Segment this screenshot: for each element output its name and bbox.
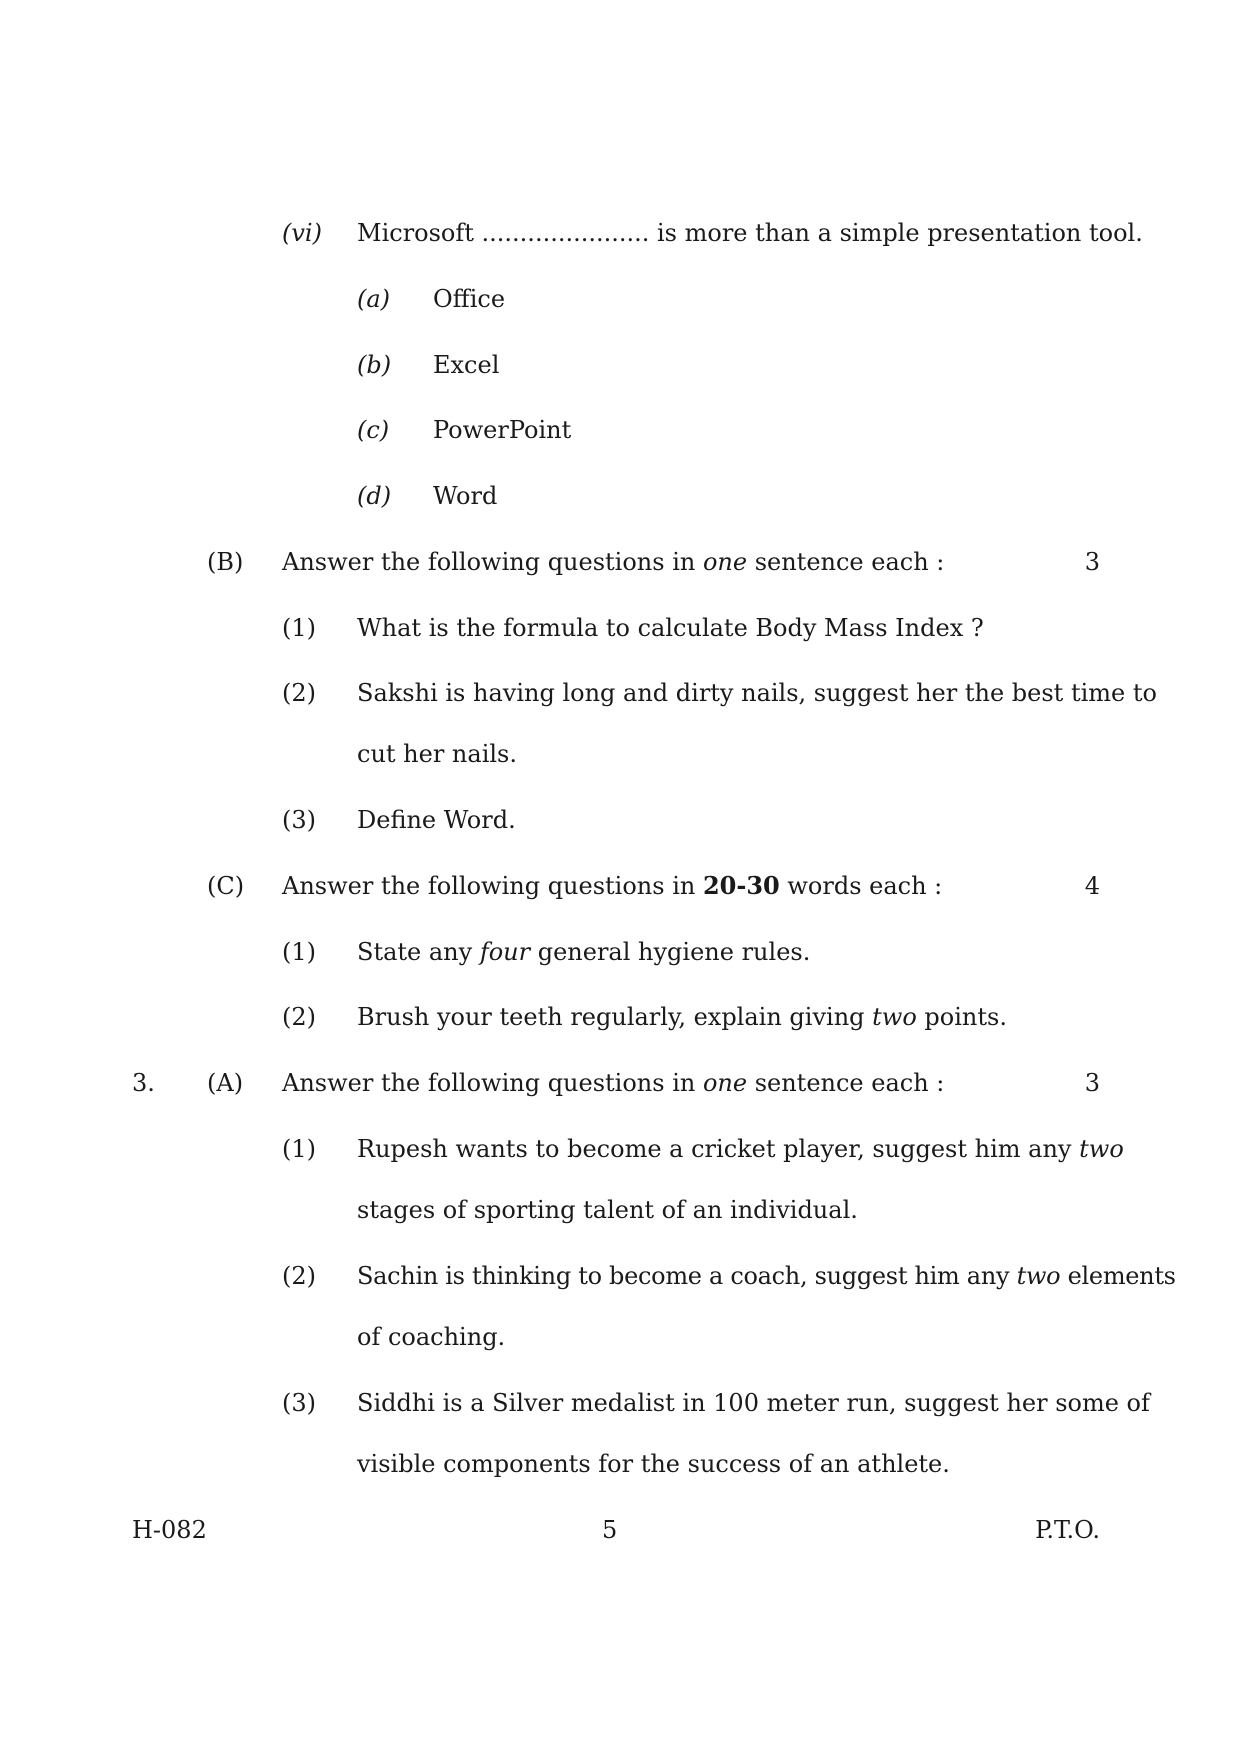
footer-paper-code: H-082 bbox=[132, 1516, 207, 1544]
question-vi-text: Microsoft ...................... is more than a simple presentation tool. bbox=[357, 219, 1143, 247]
q3-item-3-text: Siddhi is a Silver medalist in 100 meter run, suggest her some of bbox=[357, 1389, 1150, 1417]
option-c-text: PowerPoint bbox=[433, 416, 572, 444]
b-item-2-text-cont: cut her nails. bbox=[357, 740, 517, 768]
option-d-text: Word bbox=[433, 482, 498, 510]
question-3-number: 3. bbox=[132, 1069, 155, 1097]
q3-section-a-marks: 3 bbox=[1084, 1069, 1100, 1097]
option-a-label: (a) bbox=[357, 285, 391, 313]
b-item-3-label: (3) bbox=[282, 806, 316, 834]
q3-section-a-label: (A) bbox=[207, 1069, 244, 1097]
option-b-label: (b) bbox=[357, 351, 392, 379]
q3-item-2-text: Sachin is thinking to become a coach, suggest him any two elements bbox=[357, 1262, 1176, 1290]
option-d-label: (d) bbox=[357, 482, 392, 510]
c-item-2-text: Brush your teeth regularly, explain giving two points. bbox=[357, 1003, 1007, 1031]
q3-item-2-text-cont: of coaching. bbox=[357, 1323, 506, 1351]
c-item-1-text: State any four general hygiene rules. bbox=[357, 938, 811, 966]
b-item-2-text: Sakshi is having long and dirty nails, suggest her the best time to bbox=[357, 679, 1157, 707]
footer-pto: P.T.O. bbox=[1035, 1516, 1100, 1544]
b-item-3-text: Define Word. bbox=[357, 806, 516, 834]
q3-item-3-label: (3) bbox=[282, 1389, 316, 1417]
option-c-label: (c) bbox=[357, 416, 390, 444]
section-c-instruction: Answer the following questions in 20-30 words each : bbox=[282, 871, 943, 900]
section-b-marks: 3 bbox=[1084, 548, 1100, 576]
option-b-text: Excel bbox=[433, 351, 500, 379]
q3-item-3-text-cont: visible components for the success of an athlete. bbox=[357, 1450, 950, 1478]
q3-item-1-text-cont: stages of sporting talent of an individual. bbox=[357, 1196, 858, 1224]
q3-item-1-label: (1) bbox=[282, 1135, 316, 1163]
section-c-label: (C) bbox=[207, 872, 245, 900]
c-item-2-label: (2) bbox=[282, 1003, 316, 1031]
footer-page-number: 5 bbox=[602, 1516, 618, 1544]
b-item-1-text: What is the formula to calculate Body Mass Index ? bbox=[357, 614, 984, 642]
section-b-instruction: Answer the following questions in one sentence each : bbox=[282, 548, 945, 576]
c-item-1-label: (1) bbox=[282, 938, 316, 966]
section-b-label: (B) bbox=[207, 548, 244, 576]
section-c-marks: 4 bbox=[1084, 872, 1100, 900]
q3-item-1-text: Rupesh wants to become a cricket player, suggest him any two bbox=[357, 1135, 1124, 1163]
q3-section-a-instruction: Answer the following questions in one sentence each : bbox=[282, 1069, 945, 1097]
b-item-1-label: (1) bbox=[282, 614, 316, 642]
b-item-2-label: (2) bbox=[282, 679, 316, 707]
option-a-text: Office bbox=[433, 285, 506, 313]
q3-item-2-label: (2) bbox=[282, 1262, 316, 1290]
question-vi-label: (vi) bbox=[282, 219, 322, 247]
